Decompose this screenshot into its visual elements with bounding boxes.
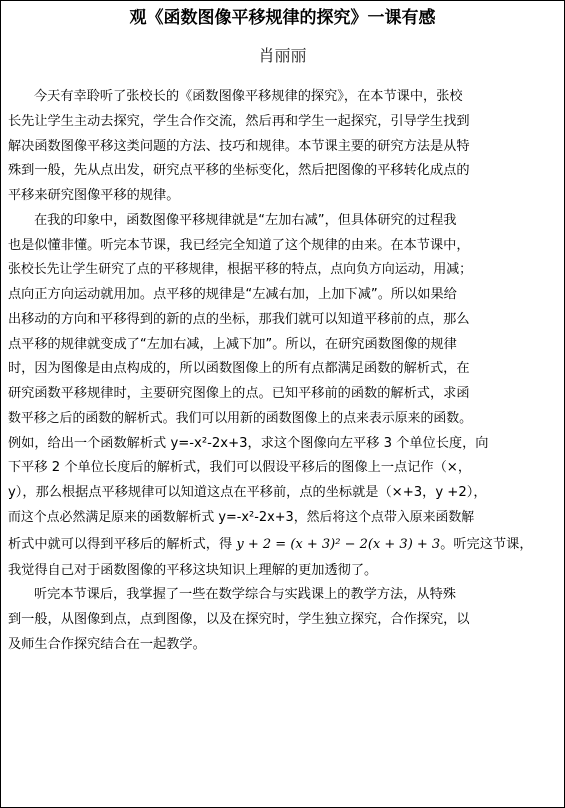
paragraph-1 xyxy=(8,85,563,209)
text-line: 研究函数平移规律时，主要研究图像上的点。已知平移前的函数的解析式，求函 xyxy=(8,386,470,401)
author-name: 肖丽丽 xyxy=(258,46,307,65)
text-line: 殊到一般，先从点出发，研究点平移的坐标变化，然后把图像的平移转化成点的 xyxy=(8,163,470,179)
formula-prefix: 析式中就可以得到平移后的解析式，得 xyxy=(8,536,237,552)
text-line: 长先让学生主动去探究，学生合作交流，然后再和学生一起探究，引导学生找到 xyxy=(8,113,470,129)
formula-text-line xyxy=(8,531,563,559)
text-line: 在我的印象中，函数图像平移规律就是“左加右减”，但具体研究的过程我 xyxy=(34,212,457,228)
text-line: 到一般，从图像到点，点到图像，以及在探究时，学生独立探究，合作探究，以 xyxy=(8,612,470,627)
text-line: 点平移的规律就变成了“左加右减，上减下加”。所以，在研究函数图像的规律 xyxy=(8,336,457,352)
math-formula: y + 2 = (x + 3)² − 2(x + 3) + 3 xyxy=(236,536,441,552)
text-line: 时，因为图像是由点构成的，所以函数图像上的所有点都满足函数的解析式，在 xyxy=(8,361,470,377)
text-line: 及师生合作探究结合在一起教学。 xyxy=(8,636,206,652)
text-line: 我觉得自己对于函数图像的平移这块知识上理解的更加透彻了。 xyxy=(8,562,378,578)
text-line: 解决函数图像平移这类问题的方法、技巧和规律。本节课主要的研究方法是从特 xyxy=(8,138,470,154)
text-line: 点向正方向运动就用加。点平移的规律是“左减右加，上加下减”。所以如果给 xyxy=(8,287,457,302)
text-line: 例如，给出一个函数解析式 y=-x²-2x+3，求这个图像向左平移 3 个单位长度，向 xyxy=(8,435,489,451)
text-line: y），那么根据点平移规律可以知道这点在平移前，点的坐标就是（×+3，y +2）， xyxy=(8,485,487,500)
text-line: 数平移之后的函数的解析式。我们可以用新的函数图像上的点来表示原来的函数。 xyxy=(8,410,473,426)
paragraph-2 xyxy=(8,209,563,584)
text-line: 平移来研究图像平移的规律。 xyxy=(8,188,180,203)
text-line: 张校长先让学生研究了点的平移规律，根据平移的特点，点向负方向运动，用减； xyxy=(8,262,473,278)
paragraph-3 xyxy=(8,583,563,657)
text-line: 出移动的方向和平移得到的新的点的坐标，那我们就可以知道平移前的点，那么 xyxy=(8,311,470,327)
formula-suffix: 。听完这节课， xyxy=(440,536,533,552)
text-line: 今天有幸聆听了张校长的《函数图像平移规律的探究》，在本节课中，张校 xyxy=(34,89,463,104)
page-title: 观《函数图像平移规律的探究》一课有感 xyxy=(129,8,436,28)
text-line: 而这个点必然满足原来的函数解析式 y=-x²-2x+3，然后将这个点带入原来函数解 xyxy=(8,509,475,525)
text-line: 下平移 2 个单位长度后的解析式，我们可以假设平移后的图像上一点记作（×， xyxy=(8,460,472,476)
body-text xyxy=(8,85,563,658)
text-line: 也是似懂非懂。听完本节课，我已经完全知道了这个规律的由来。在本节课中， xyxy=(8,237,470,253)
text-line: 听完本节课后，我掌握了一些在数学综合与实践课上的教学方法，从特殊 xyxy=(34,587,456,603)
